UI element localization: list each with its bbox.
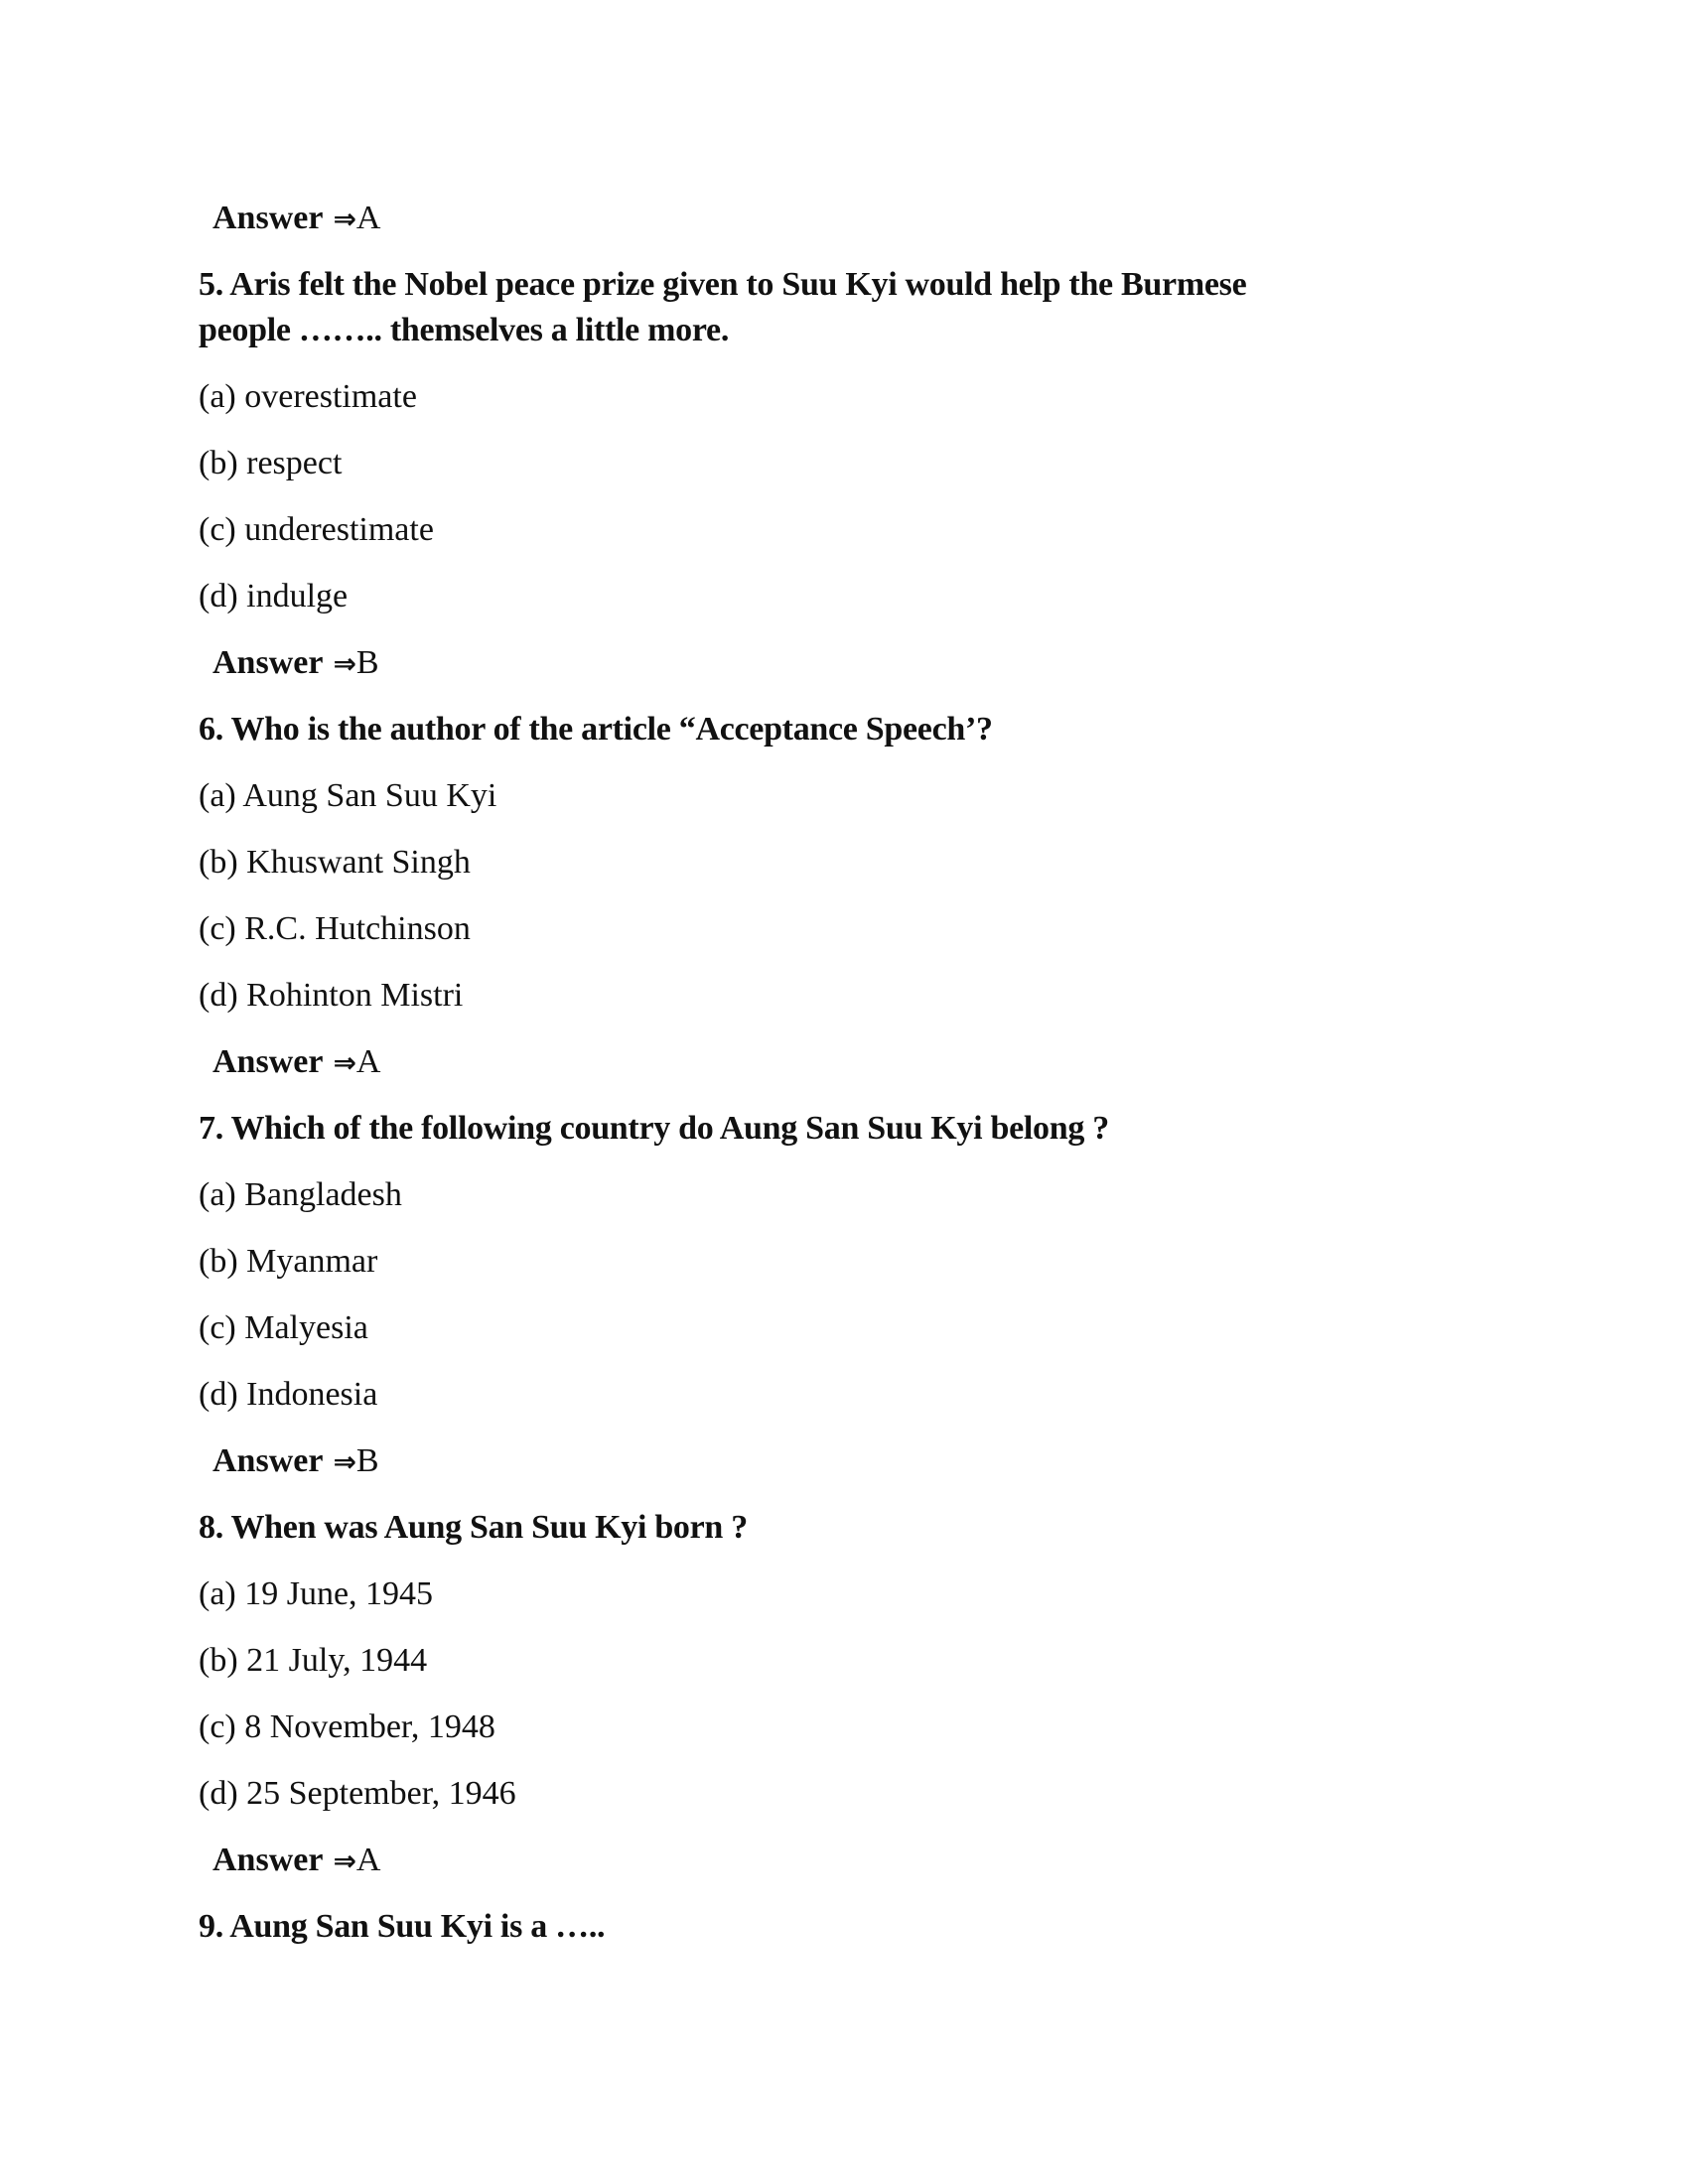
question-5-option-d: (d) indulge bbox=[199, 578, 349, 614]
question-8-option-c: (c) 8 November, 1948 bbox=[199, 1708, 495, 1745]
question-6-answer bbox=[212, 1042, 380, 1083]
arrow-icon: ⇒ bbox=[333, 1844, 356, 1877]
arrow-icon: ⇒ bbox=[333, 1445, 356, 1478]
arrow-icon: ⇒ bbox=[333, 203, 356, 235]
answer-label: Answer bbox=[212, 644, 324, 681]
question-5-option-b: (b) respect bbox=[199, 445, 343, 481]
answer-value: A bbox=[355, 1842, 381, 1878]
answer-value: B bbox=[355, 1442, 379, 1479]
question-5-option-c: (c) underestimate bbox=[199, 511, 434, 548]
question-8-answer bbox=[212, 1841, 380, 1881]
question-7-option-a: (a) Bangladesh bbox=[199, 1176, 402, 1213]
question-7-option-b: (b) Myanmar bbox=[199, 1243, 378, 1280]
question-6-option-d: (d) Rohinton Mistri bbox=[199, 977, 464, 1014]
answer-value: A bbox=[355, 200, 381, 236]
answer-line bbox=[212, 199, 380, 239]
question-7-text: 7. Which of the following country do Aung San Suu Kyi belong ? bbox=[199, 1110, 1109, 1147]
question-7-answer bbox=[212, 1441, 379, 1482]
arrow-icon: ⇒ bbox=[333, 647, 356, 680]
question-5-text: 5. Aris felt the Nobel peace prize given to Suu Kyi would help the Burmese bbox=[199, 266, 1247, 303]
arrow-icon: ⇒ bbox=[333, 1046, 356, 1079]
question-7-option-c: (c) Malyesia bbox=[199, 1309, 368, 1346]
question-7-option-d: (d) Indonesia bbox=[199, 1376, 378, 1413]
answer-label: Answer bbox=[212, 200, 324, 236]
answer-value: A bbox=[355, 1043, 381, 1080]
question-6-option-b: (b) Khuswant Singh bbox=[199, 844, 471, 881]
question-9-text: 9. Aung San Suu Kyi is a ….. bbox=[199, 1908, 606, 1945]
question-5-option-a: (a) overestimate bbox=[199, 378, 417, 415]
question-5-answer bbox=[212, 643, 379, 684]
question-6-option-c: (c) R.C. Hutchinson bbox=[199, 910, 471, 947]
question-6-option-a: (a) Aung San Suu Kyi bbox=[199, 777, 497, 814]
question-8-option-b: (b) 21 July, 1944 bbox=[199, 1642, 428, 1679]
answer-label: Answer bbox=[212, 1442, 324, 1479]
answer-label: Answer bbox=[212, 1043, 324, 1080]
question-8-option-a: (a) 19 June, 1945 bbox=[199, 1575, 434, 1612]
answer-value: B bbox=[355, 644, 379, 681]
question-8-option-d: (d) 25 September, 1946 bbox=[199, 1775, 516, 1812]
question-5-text-cont: people …….. themselves a little more. bbox=[199, 312, 730, 348]
answer-label: Answer bbox=[212, 1842, 324, 1878]
question-8-text: 8. When was Aung San Suu Kyi born ? bbox=[199, 1509, 748, 1546]
question-6-text: 6. Who is the author of the article “Acceptance Speech’? bbox=[199, 711, 993, 748]
